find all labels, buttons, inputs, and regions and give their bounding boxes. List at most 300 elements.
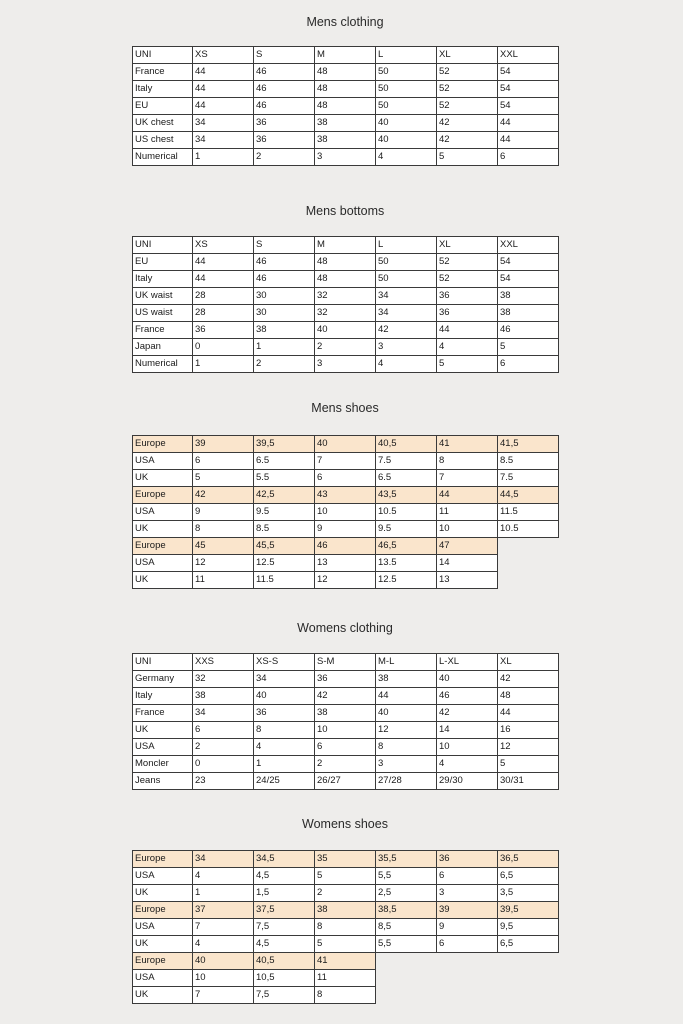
size-value-cell: 42 xyxy=(315,688,376,705)
size-value-cell: XXL xyxy=(498,47,559,64)
section-title-womens-clothing: Womens clothing xyxy=(297,621,393,635)
size-value-cell: 11.5 xyxy=(498,504,559,521)
size-value-cell: 34 xyxy=(193,851,254,868)
section-title-mens-shoes: Mens shoes xyxy=(311,401,379,415)
row-label-cell: Numerical xyxy=(133,149,193,166)
table-row xyxy=(133,115,559,132)
size-value-cell: 7,5 xyxy=(254,919,315,936)
row-label-cell: USA xyxy=(133,555,193,572)
size-value-cell: 8 xyxy=(254,722,315,739)
size-value-cell: 3 xyxy=(315,149,376,166)
size-value-cell: 9 xyxy=(315,521,376,538)
table-row xyxy=(133,868,559,885)
size-value-cell: 38 xyxy=(498,288,559,305)
size-value-cell: 46,5 xyxy=(376,538,437,555)
size-value-cell: L-XL xyxy=(437,654,498,671)
size-value-cell: 10 xyxy=(315,722,376,739)
row-label-cell: UK xyxy=(133,722,193,739)
table-row xyxy=(133,885,559,902)
size-value-cell: 12 xyxy=(498,739,559,756)
size-value-cell: M xyxy=(315,47,376,64)
size-value-cell: 5 xyxy=(437,149,498,166)
empty-cell xyxy=(498,970,559,987)
row-label-cell: Italy xyxy=(133,271,193,288)
size-value-cell: 12 xyxy=(193,555,254,572)
size-value-cell: M xyxy=(315,237,376,254)
row-label-cell: UNI xyxy=(133,47,193,64)
size-value-cell: 12.5 xyxy=(376,572,437,589)
size-value-cell: 26/27 xyxy=(315,773,376,790)
size-value-cell: 36,5 xyxy=(498,851,559,868)
empty-cell xyxy=(437,987,498,1004)
table-row xyxy=(133,149,559,166)
table-row xyxy=(133,288,559,305)
table-row xyxy=(133,756,559,773)
row-label-cell: Europe xyxy=(133,487,193,504)
size-value-cell: 4 xyxy=(437,756,498,773)
size-value-cell: 2 xyxy=(315,756,376,773)
size-value-cell: 2 xyxy=(315,339,376,356)
section-title-mens-clothing: Mens clothing xyxy=(306,15,384,29)
size-value-cell: 10 xyxy=(315,504,376,521)
row-label-cell: France xyxy=(133,322,193,339)
table-womens-shoes xyxy=(132,850,559,1004)
size-value-cell: 6 xyxy=(315,739,376,756)
size-value-cell: 43,5 xyxy=(376,487,437,504)
table-row xyxy=(133,47,559,64)
size-value-cell: 5.5 xyxy=(254,470,315,487)
size-value-cell: 4 xyxy=(376,356,437,373)
row-label-cell: UK xyxy=(133,987,193,1004)
size-value-cell: 46 xyxy=(254,254,315,271)
empty-cell xyxy=(376,970,437,987)
empty-cell xyxy=(498,572,559,589)
size-value-cell: 14 xyxy=(437,555,498,572)
size-value-cell: 39,5 xyxy=(498,902,559,919)
table-row xyxy=(133,722,559,739)
size-value-cell: 38 xyxy=(315,132,376,149)
table-row-highlighted xyxy=(133,953,559,970)
size-value-cell: 34 xyxy=(193,705,254,722)
size-value-cell: 42,5 xyxy=(254,487,315,504)
size-value-cell: 6 xyxy=(193,722,254,739)
table-row xyxy=(133,654,559,671)
table-row xyxy=(133,936,559,953)
table-row xyxy=(133,305,559,322)
size-value-cell: XXS xyxy=(193,654,254,671)
size-value-cell: 40 xyxy=(315,436,376,453)
size-value-cell: 50 xyxy=(376,64,437,81)
size-value-cell: 3 xyxy=(437,885,498,902)
size-value-cell: 5 xyxy=(315,868,376,885)
row-label-cell: UK waist xyxy=(133,288,193,305)
row-label-cell: Italy xyxy=(133,81,193,98)
table-row xyxy=(133,98,559,115)
row-label-cell: US waist xyxy=(133,305,193,322)
size-value-cell: 27/28 xyxy=(376,773,437,790)
size-value-cell: 8 xyxy=(315,987,376,1004)
size-value-cell: 6 xyxy=(498,356,559,373)
row-label-cell: UK xyxy=(133,936,193,953)
section-title-womens-shoes: Womens shoes xyxy=(302,817,388,831)
size-value-cell: 12.5 xyxy=(254,555,315,572)
size-value-cell: 45 xyxy=(193,538,254,555)
table-row-highlighted xyxy=(133,902,559,919)
size-value-cell: 3 xyxy=(315,356,376,373)
empty-cell xyxy=(498,953,559,970)
size-value-cell: 44 xyxy=(193,64,254,81)
table-row xyxy=(133,555,559,572)
table-row xyxy=(133,470,559,487)
row-label-cell: USA xyxy=(133,739,193,756)
size-value-cell: 16 xyxy=(498,722,559,739)
size-value-cell: 23 xyxy=(193,773,254,790)
row-label-cell: Japan xyxy=(133,339,193,356)
size-value-cell: 6 xyxy=(437,936,498,953)
table-row xyxy=(133,671,559,688)
size-value-cell: 40 xyxy=(376,705,437,722)
size-value-cell: 34 xyxy=(376,305,437,322)
size-value-cell: 3 xyxy=(376,339,437,356)
size-value-cell: 10,5 xyxy=(254,970,315,987)
size-value-cell: 7 xyxy=(193,987,254,1004)
row-label-cell: Europe xyxy=(133,953,193,970)
size-value-cell: 44 xyxy=(193,254,254,271)
size-value-cell: 38,5 xyxy=(376,902,437,919)
size-value-cell: 52 xyxy=(437,271,498,288)
row-label-cell: USA xyxy=(133,919,193,936)
size-value-cell: 4 xyxy=(193,868,254,885)
size-value-cell: 1 xyxy=(254,756,315,773)
table-row xyxy=(133,322,559,339)
size-value-cell: 38 xyxy=(254,322,315,339)
size-value-cell: 41 xyxy=(315,953,376,970)
size-value-cell: 36 xyxy=(254,115,315,132)
size-value-cell: 1,5 xyxy=(254,885,315,902)
size-value-cell: 10 xyxy=(437,521,498,538)
size-value-cell: 52 xyxy=(437,98,498,115)
size-value-cell: 36 xyxy=(437,288,498,305)
size-value-cell: 10.5 xyxy=(376,504,437,521)
size-value-cell: 48 xyxy=(498,688,559,705)
size-value-cell: 9.5 xyxy=(376,521,437,538)
size-value-cell: 11 xyxy=(193,572,254,589)
size-value-cell: 7 xyxy=(315,453,376,470)
size-value-cell: XS xyxy=(193,47,254,64)
size-value-cell: 36 xyxy=(437,305,498,322)
size-value-cell: 10 xyxy=(193,970,254,987)
size-value-cell: 12 xyxy=(315,572,376,589)
size-value-cell: 2 xyxy=(254,356,315,373)
size-value-cell: 42 xyxy=(193,487,254,504)
size-value-cell: 36 xyxy=(437,851,498,868)
size-value-cell: 28 xyxy=(193,305,254,322)
table-row xyxy=(133,572,559,589)
row-label-cell: USA xyxy=(133,970,193,987)
size-value-cell: 4 xyxy=(254,739,315,756)
size-value-cell: 38 xyxy=(376,671,437,688)
row-label-cell: France xyxy=(133,705,193,722)
size-value-cell: 42 xyxy=(437,115,498,132)
size-value-cell: 9 xyxy=(193,504,254,521)
size-value-cell: 11 xyxy=(315,970,376,987)
row-label-cell: Germany xyxy=(133,671,193,688)
size-value-cell: 6 xyxy=(315,470,376,487)
size-value-cell: 35,5 xyxy=(376,851,437,868)
size-value-cell: 8,5 xyxy=(376,919,437,936)
size-value-cell: 36 xyxy=(254,705,315,722)
table-row xyxy=(133,987,559,1004)
size-value-cell: 44 xyxy=(437,487,498,504)
size-value-cell: 13 xyxy=(437,572,498,589)
size-value-cell: 2 xyxy=(254,149,315,166)
size-value-cell: 35 xyxy=(315,851,376,868)
size-value-cell: 8 xyxy=(315,919,376,936)
size-value-cell: 50 xyxy=(376,271,437,288)
size-value-cell: 48 xyxy=(315,98,376,115)
size-value-cell: 45,5 xyxy=(254,538,315,555)
size-value-cell: 6 xyxy=(498,149,559,166)
size-value-cell: XL xyxy=(437,237,498,254)
size-value-cell: 2 xyxy=(193,739,254,756)
size-value-cell: 36 xyxy=(193,322,254,339)
size-value-cell: 8 xyxy=(437,453,498,470)
size-value-cell: 5 xyxy=(193,470,254,487)
size-value-cell: 44 xyxy=(193,81,254,98)
size-value-cell: 50 xyxy=(376,98,437,115)
size-value-cell: 48 xyxy=(315,81,376,98)
size-value-cell: 7.5 xyxy=(498,470,559,487)
size-value-cell: 0 xyxy=(193,756,254,773)
size-value-cell: 44 xyxy=(193,271,254,288)
size-value-cell: 5 xyxy=(498,339,559,356)
size-value-cell: 32 xyxy=(315,305,376,322)
size-value-cell: 46 xyxy=(254,64,315,81)
size-value-cell: 6 xyxy=(437,868,498,885)
row-label-cell: UNI xyxy=(133,237,193,254)
size-value-cell: 52 xyxy=(437,81,498,98)
size-value-cell: 41 xyxy=(437,436,498,453)
size-value-cell: 4 xyxy=(193,936,254,953)
size-value-cell: 2 xyxy=(315,885,376,902)
size-value-cell: 54 xyxy=(498,98,559,115)
size-value-cell: 42 xyxy=(498,671,559,688)
size-value-cell: 40 xyxy=(193,953,254,970)
table-row xyxy=(133,970,559,987)
table-row xyxy=(133,64,559,81)
table-row xyxy=(133,81,559,98)
size-value-cell: 54 xyxy=(498,254,559,271)
size-value-cell: XL xyxy=(498,654,559,671)
table-mens-shoes xyxy=(132,435,559,589)
size-value-cell: 50 xyxy=(376,254,437,271)
size-value-cell: 46 xyxy=(315,538,376,555)
size-value-cell: 1 xyxy=(193,149,254,166)
row-label-cell: Moncler xyxy=(133,756,193,773)
size-value-cell: 1 xyxy=(193,885,254,902)
size-value-cell: 52 xyxy=(437,254,498,271)
size-value-cell: 9.5 xyxy=(254,504,315,521)
size-value-cell: 30/31 xyxy=(498,773,559,790)
size-value-cell: 2,5 xyxy=(376,885,437,902)
table-row xyxy=(133,237,559,254)
row-label-cell: Europe xyxy=(133,902,193,919)
size-value-cell: 10.5 xyxy=(498,521,559,538)
size-value-cell: 40,5 xyxy=(254,953,315,970)
size-value-cell: 11 xyxy=(437,504,498,521)
size-value-cell: 47 xyxy=(437,538,498,555)
size-value-cell: 5,5 xyxy=(376,868,437,885)
size-value-cell: 6,5 xyxy=(498,936,559,953)
size-value-cell: 40 xyxy=(376,132,437,149)
size-value-cell: 38 xyxy=(498,305,559,322)
size-value-cell: 38 xyxy=(315,115,376,132)
size-value-cell: 5,5 xyxy=(376,936,437,953)
size-value-cell: 34 xyxy=(254,671,315,688)
size-value-cell: 5 xyxy=(498,756,559,773)
size-value-cell: 42 xyxy=(376,322,437,339)
size-value-cell: 44 xyxy=(193,98,254,115)
size-value-cell: 46 xyxy=(254,98,315,115)
empty-cell xyxy=(498,987,559,1004)
size-value-cell: 14 xyxy=(437,722,498,739)
size-value-cell: 50 xyxy=(376,81,437,98)
size-value-cell: 8 xyxy=(376,739,437,756)
table-row xyxy=(133,453,559,470)
row-label-cell: UK xyxy=(133,572,193,589)
size-value-cell: 44 xyxy=(437,322,498,339)
row-label-cell: USA xyxy=(133,868,193,885)
size-value-cell: 7 xyxy=(193,919,254,936)
table-row xyxy=(133,919,559,936)
empty-cell xyxy=(437,970,498,987)
size-value-cell: 39 xyxy=(193,436,254,453)
size-value-cell: 9,5 xyxy=(498,919,559,936)
size-value-cell: 7.5 xyxy=(376,453,437,470)
size-value-cell: 46 xyxy=(437,688,498,705)
size-value-cell: 44 xyxy=(498,705,559,722)
size-value-cell: 36 xyxy=(315,671,376,688)
size-value-cell: S xyxy=(254,237,315,254)
size-value-cell: 54 xyxy=(498,64,559,81)
table-row xyxy=(133,504,559,521)
size-value-cell: 38 xyxy=(315,902,376,919)
size-value-cell: 44 xyxy=(498,115,559,132)
size-value-cell: XS xyxy=(193,237,254,254)
section-title-mens-bottoms: Mens bottoms xyxy=(305,204,385,218)
size-value-cell: L xyxy=(376,47,437,64)
table-mens-clothing xyxy=(132,46,559,166)
table-row xyxy=(133,688,559,705)
size-value-cell: 54 xyxy=(498,81,559,98)
empty-cell xyxy=(376,987,437,1004)
size-value-cell: L xyxy=(376,237,437,254)
size-value-cell: 8 xyxy=(193,521,254,538)
empty-cell xyxy=(498,538,559,555)
size-value-cell: 8.5 xyxy=(254,521,315,538)
size-value-cell: 30 xyxy=(254,305,315,322)
size-value-cell: 34 xyxy=(193,132,254,149)
size-value-cell: 4 xyxy=(376,149,437,166)
size-value-cell: 44 xyxy=(498,132,559,149)
row-label-cell: EU xyxy=(133,254,193,271)
size-value-cell: 4 xyxy=(437,339,498,356)
size-value-cell: 6,5 xyxy=(498,868,559,885)
size-value-cell: 54 xyxy=(498,271,559,288)
table-row xyxy=(133,773,559,790)
size-value-cell: 6.5 xyxy=(376,470,437,487)
row-label-cell: France xyxy=(133,64,193,81)
row-label-cell: Italy xyxy=(133,688,193,705)
row-label-cell: UK chest xyxy=(133,115,193,132)
table-row-highlighted xyxy=(133,851,559,868)
size-value-cell: 46 xyxy=(254,271,315,288)
row-label-cell: Europe xyxy=(133,436,193,453)
size-value-cell: 36 xyxy=(254,132,315,149)
row-label-cell: Numerical xyxy=(133,356,193,373)
size-value-cell: 37 xyxy=(193,902,254,919)
size-value-cell: 4,5 xyxy=(254,936,315,953)
empty-cell xyxy=(376,953,437,970)
size-value-cell: 46 xyxy=(498,322,559,339)
size-value-cell: 44,5 xyxy=(498,487,559,504)
table-row xyxy=(133,521,559,538)
size-value-cell: 5 xyxy=(437,356,498,373)
size-value-cell: 7 xyxy=(437,470,498,487)
size-value-cell: 48 xyxy=(315,64,376,81)
table-row xyxy=(133,705,559,722)
size-value-cell: S xyxy=(254,47,315,64)
size-value-cell: 1 xyxy=(254,339,315,356)
size-value-cell: 32 xyxy=(315,288,376,305)
size-value-cell: 40 xyxy=(254,688,315,705)
size-value-cell: 7,5 xyxy=(254,987,315,1004)
size-value-cell: 39 xyxy=(437,902,498,919)
size-value-cell: 10 xyxy=(437,739,498,756)
size-value-cell: 39,5 xyxy=(254,436,315,453)
size-value-cell: 9 xyxy=(437,919,498,936)
size-value-cell: 13 xyxy=(315,555,376,572)
row-label-cell: UK xyxy=(133,470,193,487)
size-value-cell: 13.5 xyxy=(376,555,437,572)
size-value-cell: S-M xyxy=(315,654,376,671)
size-value-cell: 0 xyxy=(193,339,254,356)
empty-cell xyxy=(498,555,559,572)
table-row-highlighted xyxy=(133,436,559,453)
row-label-cell: USA xyxy=(133,504,193,521)
size-value-cell: XS-S xyxy=(254,654,315,671)
size-value-cell: 48 xyxy=(315,254,376,271)
size-value-cell: 30 xyxy=(254,288,315,305)
size-value-cell: 48 xyxy=(315,271,376,288)
table-row xyxy=(133,739,559,756)
size-value-cell: 38 xyxy=(193,688,254,705)
size-value-cell: 11.5 xyxy=(254,572,315,589)
size-value-cell: 34,5 xyxy=(254,851,315,868)
size-value-cell: 28 xyxy=(193,288,254,305)
size-value-cell: 52 xyxy=(437,64,498,81)
size-value-cell: 29/30 xyxy=(437,773,498,790)
size-value-cell: 41,5 xyxy=(498,436,559,453)
table-row xyxy=(133,271,559,288)
row-label-cell: UK xyxy=(133,521,193,538)
row-label-cell: Jeans xyxy=(133,773,193,790)
table-womens-clothing xyxy=(132,653,559,790)
table-row xyxy=(133,339,559,356)
size-value-cell: XXL xyxy=(498,237,559,254)
size-value-cell: 42 xyxy=(437,705,498,722)
table-row xyxy=(133,254,559,271)
